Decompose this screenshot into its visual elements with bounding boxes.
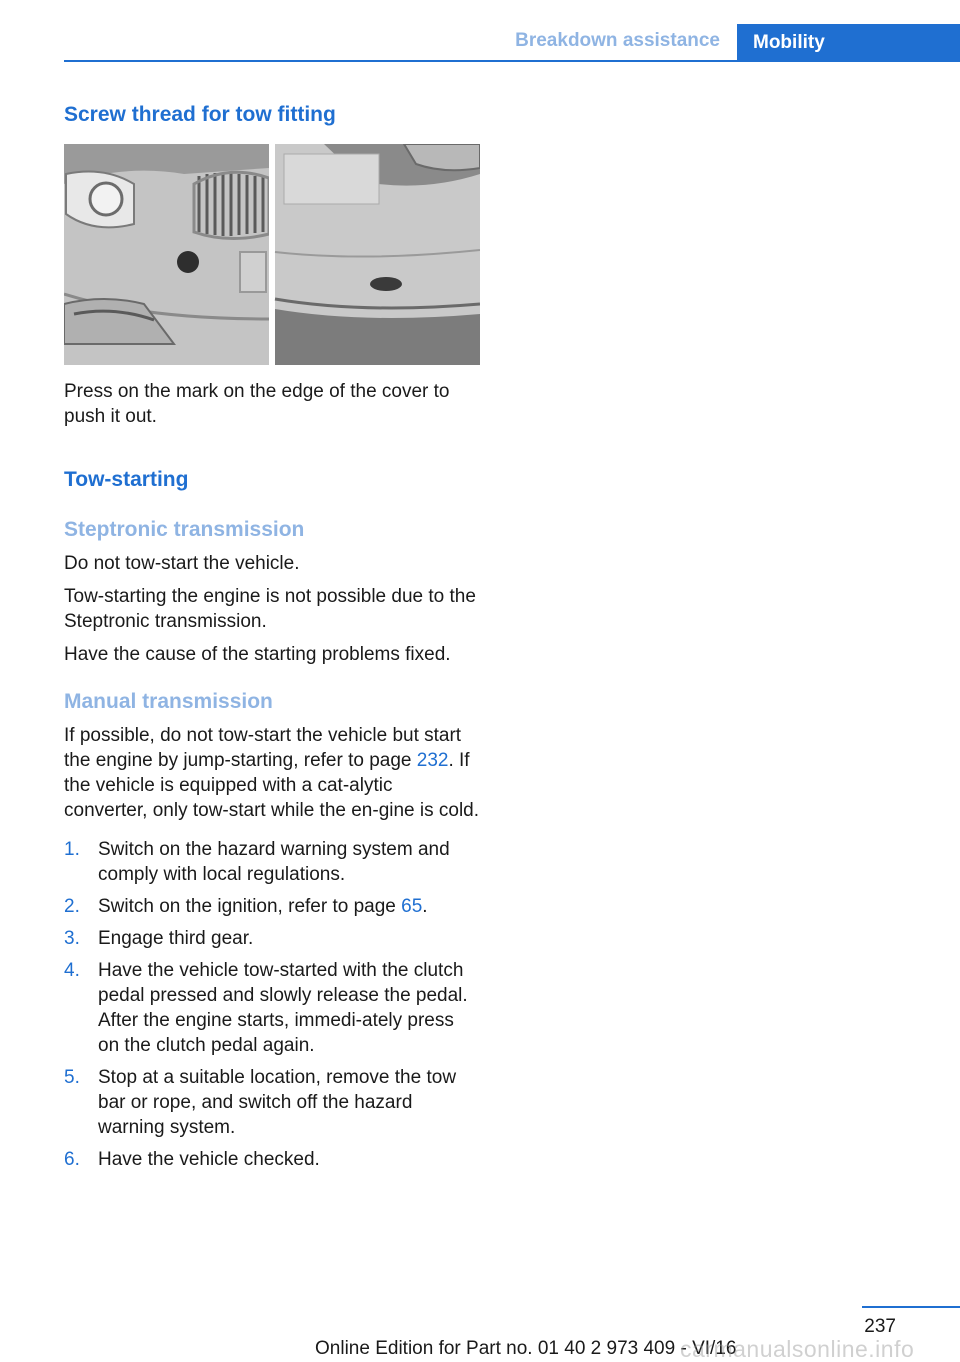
step-number: 5. (64, 1067, 80, 1088)
watermark: carmanualsonline.info (680, 1336, 915, 1362)
header-rule (64, 60, 960, 62)
manual-para (64, 723, 480, 823)
list-item (64, 837, 480, 887)
step-text-before-link: Switch on the ignition, refer to page (98, 896, 402, 917)
steptronic-para-3: Have the cause of the starting problems fixed. (64, 644, 451, 665)
page-number: 237 (864, 1316, 896, 1337)
heading-tow-starting: Tow-starting (64, 468, 189, 491)
header-chapter-tab (737, 24, 960, 62)
footer-edition: Online Edition for Part no. 01 40 2 973 409 - VI/16 (315, 1338, 737, 1359)
footer-rule (862, 1306, 960, 1308)
step-text: Switch on the hazard warning system and comply with local regulations. (98, 839, 450, 885)
step-text-after-link: . (422, 896, 428, 917)
main-content (64, 100, 480, 1179)
step-text: Have the vehicle tow-started with the clutch pedal pressed and slowly release the pedal. After the engine starts, immedi‐ately press on the clutch pedal again. (98, 960, 468, 1056)
section-heading: Screw thread for tow fitting (64, 103, 336, 126)
step-text: Stop at a suitable location, remove the tow bar or rope, and switch off the hazard warning system. (98, 1067, 457, 1138)
figure-caption: Press on the mark on the edge of the cover to push it out. (64, 381, 450, 427)
manual-para-text-2: . If the vehicle is equipped with a cat‐alytic converter, only tow-start while the en‐gine is cold. (64, 750, 480, 821)
step-number: 4. (64, 960, 80, 981)
tow-fitting-photo (64, 144, 480, 365)
step-number: 3. (64, 928, 80, 949)
header-section-title: Breakdown assistance (515, 30, 720, 51)
step-text (98, 894, 480, 919)
header-chapter-label: Mobility (753, 32, 825, 53)
step-number: 6. (64, 1149, 80, 1170)
steptronic-para-2: Tow-starting the engine is not possible due to the Steptronic transmission. (64, 586, 476, 632)
list-item (64, 894, 480, 919)
step-number: 1. (64, 839, 80, 860)
page-link-65[interactable]: 65 (401, 896, 423, 917)
page-link-232[interactable]: 232 (416, 750, 449, 771)
heading-manual: Manual transmission (64, 690, 273, 713)
heading-steptronic: Steptronic transmission (64, 518, 305, 541)
steps-list (64, 837, 480, 1172)
step-text: Have the vehicle checked. (98, 1149, 320, 1170)
step-text: Engage third gear. (98, 928, 254, 949)
manual-para-text-1: If possible, do not tow-start the vehicle but start the engine by jump-starting, refer to page (64, 725, 462, 771)
list-item (64, 958, 480, 1058)
steptronic-para-1: Do not tow-start the vehicle. (64, 553, 300, 574)
list-item (64, 1147, 480, 1172)
list-item (64, 926, 480, 951)
list-item (64, 1065, 480, 1140)
step-number: 2. (64, 896, 80, 917)
